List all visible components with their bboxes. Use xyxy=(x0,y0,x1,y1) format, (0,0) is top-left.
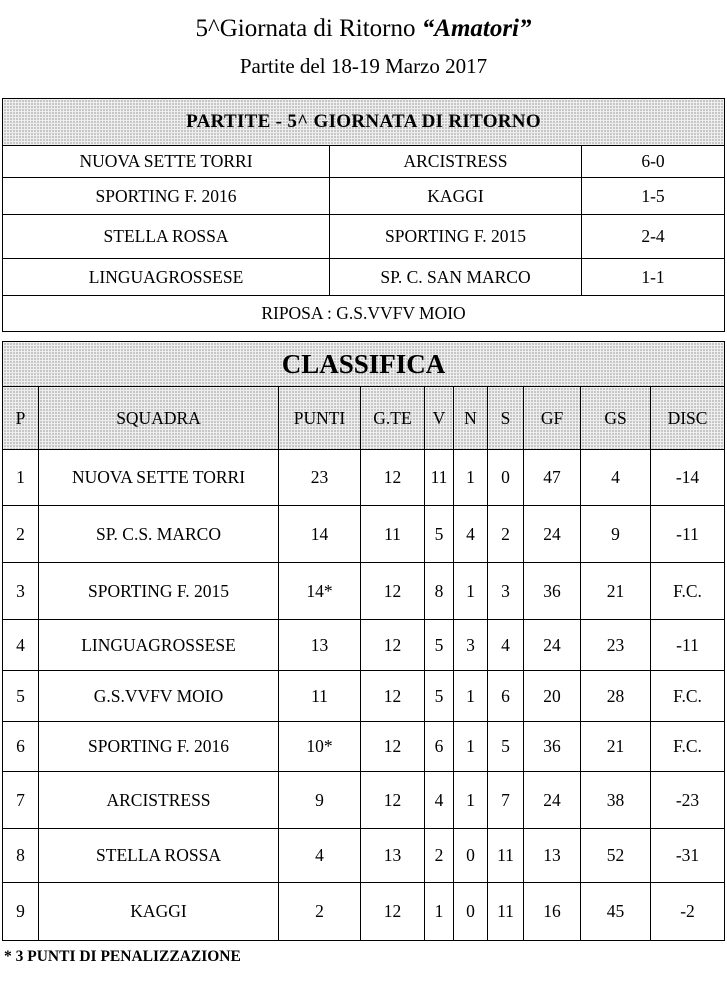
standings-row xyxy=(3,450,725,506)
match-away: ARCISTRESS xyxy=(330,146,582,178)
cell-goals-against: 45 xyxy=(581,883,651,941)
cell-position: 1 xyxy=(3,450,39,506)
cell-position: 3 xyxy=(3,563,39,620)
cell-position: 2 xyxy=(3,506,39,563)
cell-position: 6 xyxy=(3,722,39,772)
match-row xyxy=(3,146,725,178)
cell-lost: 7 xyxy=(488,772,524,829)
cell-goals-against: 9 xyxy=(581,506,651,563)
standings-row xyxy=(3,671,725,722)
cell-points: 14* xyxy=(279,563,361,620)
cell-lost: 0 xyxy=(488,450,524,506)
cell-points: 14 xyxy=(279,506,361,563)
cell-position: 5 xyxy=(3,671,39,722)
cell-played: 12 xyxy=(361,772,425,829)
cell-won: 5 xyxy=(425,671,454,722)
cell-goal-diff: -31 xyxy=(651,829,725,883)
match-home: LINGUAGROSSESE xyxy=(3,259,330,296)
cell-team: STELLA ROSSA xyxy=(39,829,279,883)
col-header-played: G.TE xyxy=(361,387,425,450)
cell-points: 10* xyxy=(279,722,361,772)
cell-lost: 3 xyxy=(488,563,524,620)
cell-won: 6 xyxy=(425,722,454,772)
cell-won: 8 xyxy=(425,563,454,620)
cell-drawn: 0 xyxy=(454,829,488,883)
cell-team: LINGUAGROSSESE xyxy=(39,620,279,671)
cell-points: 4 xyxy=(279,829,361,883)
cell-goals-against: 4 xyxy=(581,450,651,506)
match-home: STELLA ROSSA xyxy=(3,215,330,259)
penalty-footnote: * 3 PUNTI DI PENALIZZAZIONE xyxy=(4,948,241,965)
cell-points: 2 xyxy=(279,883,361,941)
cell-drawn: 0 xyxy=(454,883,488,941)
match-row xyxy=(3,215,725,259)
standings-row xyxy=(3,772,725,829)
match-score: 1-1 xyxy=(582,259,725,296)
cell-team: G.S.VVFV MOIO xyxy=(39,671,279,722)
cell-position: 4 xyxy=(3,620,39,671)
page-title xyxy=(0,14,727,44)
title-emphasis: “Amatori” xyxy=(421,15,532,42)
cell-goal-diff: F.C. xyxy=(651,722,725,772)
cell-goals-for: 16 xyxy=(524,883,581,941)
match-score: 1-5 xyxy=(582,178,725,215)
cell-lost: 2 xyxy=(488,506,524,563)
cell-goal-diff: -14 xyxy=(651,450,725,506)
match-home: NUOVA SETTE TORRI xyxy=(3,146,330,178)
cell-played: 12 xyxy=(361,450,425,506)
matches-table xyxy=(2,98,725,332)
standings-table xyxy=(2,341,725,941)
title-prefix: 5^Giornata di Ritorno xyxy=(195,15,422,42)
matches-title: PARTITE - 5^ GIORNATA DI RITORNO xyxy=(3,99,725,146)
page-subtitle: Partite del 18-19 Marzo 2017 xyxy=(239,54,488,78)
cell-played: 11 xyxy=(361,506,425,563)
cell-team: ARCISTRESS xyxy=(39,772,279,829)
cell-drawn: 4 xyxy=(454,506,488,563)
cell-goals-for: 20 xyxy=(524,671,581,722)
cell-position: 7 xyxy=(3,772,39,829)
cell-goals-against: 23 xyxy=(581,620,651,671)
riposa-line: RIPOSA : G.S.VVFV MOIO xyxy=(3,296,725,332)
cell-team: KAGGI xyxy=(39,883,279,941)
match-away: KAGGI xyxy=(330,178,582,215)
cell-goals-against: 21 xyxy=(581,722,651,772)
cell-goals-against: 52 xyxy=(581,829,651,883)
standings-row xyxy=(3,620,725,671)
cell-points: 23 xyxy=(279,450,361,506)
cell-team: SP. C.S. MARCO xyxy=(39,506,279,563)
cell-goals-for: 24 xyxy=(524,772,581,829)
cell-points: 13 xyxy=(279,620,361,671)
cell-goal-diff: F.C. xyxy=(651,671,725,722)
cell-played: 12 xyxy=(361,883,425,941)
cell-drawn: 3 xyxy=(454,620,488,671)
cell-team: SPORTING F. 2016 xyxy=(39,722,279,772)
cell-played: 12 xyxy=(361,671,425,722)
cell-goals-for: 36 xyxy=(524,563,581,620)
match-row xyxy=(3,259,725,296)
cell-goal-diff: -2 xyxy=(651,883,725,941)
col-header-team: SQUADRA xyxy=(39,387,279,450)
cell-won: 5 xyxy=(425,506,454,563)
cell-drawn: 1 xyxy=(454,671,488,722)
cell-drawn: 1 xyxy=(454,563,488,620)
cell-goal-diff: -11 xyxy=(651,620,725,671)
cell-lost: 11 xyxy=(488,883,524,941)
cell-goals-against: 28 xyxy=(581,671,651,722)
col-header-won: V xyxy=(425,387,454,450)
col-header-drawn: N xyxy=(454,387,488,450)
cell-goals-for: 24 xyxy=(524,506,581,563)
col-header-position: P xyxy=(3,387,39,450)
standings-row xyxy=(3,883,725,941)
cell-goal-diff: -23 xyxy=(651,772,725,829)
cell-lost: 5 xyxy=(488,722,524,772)
cell-position: 9 xyxy=(3,883,39,941)
cell-won: 4 xyxy=(425,772,454,829)
standings-row xyxy=(3,506,725,563)
cell-won: 5 xyxy=(425,620,454,671)
match-away: SPORTING F. 2015 xyxy=(330,215,582,259)
match-home: SPORTING F. 2016 xyxy=(3,178,330,215)
cell-goals-for: 13 xyxy=(524,829,581,883)
cell-played: 12 xyxy=(361,563,425,620)
cell-goals-against: 21 xyxy=(581,563,651,620)
cell-goals-for: 47 xyxy=(524,450,581,506)
cell-won: 11 xyxy=(425,450,454,506)
match-score: 6-0 xyxy=(582,146,725,178)
cell-goal-diff: F.C. xyxy=(651,563,725,620)
standings-header-row xyxy=(3,387,725,450)
cell-lost: 6 xyxy=(488,671,524,722)
col-header-goal-diff: DISC xyxy=(651,387,725,450)
cell-goals-for: 24 xyxy=(524,620,581,671)
cell-drawn: 1 xyxy=(454,772,488,829)
col-header-points: PUNTI xyxy=(279,387,361,450)
cell-goal-diff: -11 xyxy=(651,506,725,563)
cell-points: 11 xyxy=(279,671,361,722)
cell-played: 13 xyxy=(361,829,425,883)
col-header-lost: S xyxy=(488,387,524,450)
cell-played: 12 xyxy=(361,722,425,772)
cell-position: 8 xyxy=(3,829,39,883)
cell-lost: 4 xyxy=(488,620,524,671)
cell-points: 9 xyxy=(279,772,361,829)
standings-row xyxy=(3,563,725,620)
cell-won: 2 xyxy=(425,829,454,883)
cell-played: 12 xyxy=(361,620,425,671)
cell-team: SPORTING F. 2015 xyxy=(39,563,279,620)
match-score: 2-4 xyxy=(582,215,725,259)
cell-goals-for: 36 xyxy=(524,722,581,772)
cell-team: NUOVA SETTE TORRI xyxy=(39,450,279,506)
cell-drawn: 1 xyxy=(454,450,488,506)
standings-row xyxy=(3,829,725,883)
match-row xyxy=(3,178,725,215)
match-away: SP. C. SAN MARCO xyxy=(330,259,582,296)
cell-won: 1 xyxy=(425,883,454,941)
cell-drawn: 1 xyxy=(454,722,488,772)
cell-goals-against: 38 xyxy=(581,772,651,829)
col-header-goals-for: GF xyxy=(524,387,581,450)
col-header-goals-against: GS xyxy=(581,387,651,450)
cell-lost: 11 xyxy=(488,829,524,883)
standings-row xyxy=(3,722,725,772)
standings-title: CLASSIFICA xyxy=(3,342,725,387)
